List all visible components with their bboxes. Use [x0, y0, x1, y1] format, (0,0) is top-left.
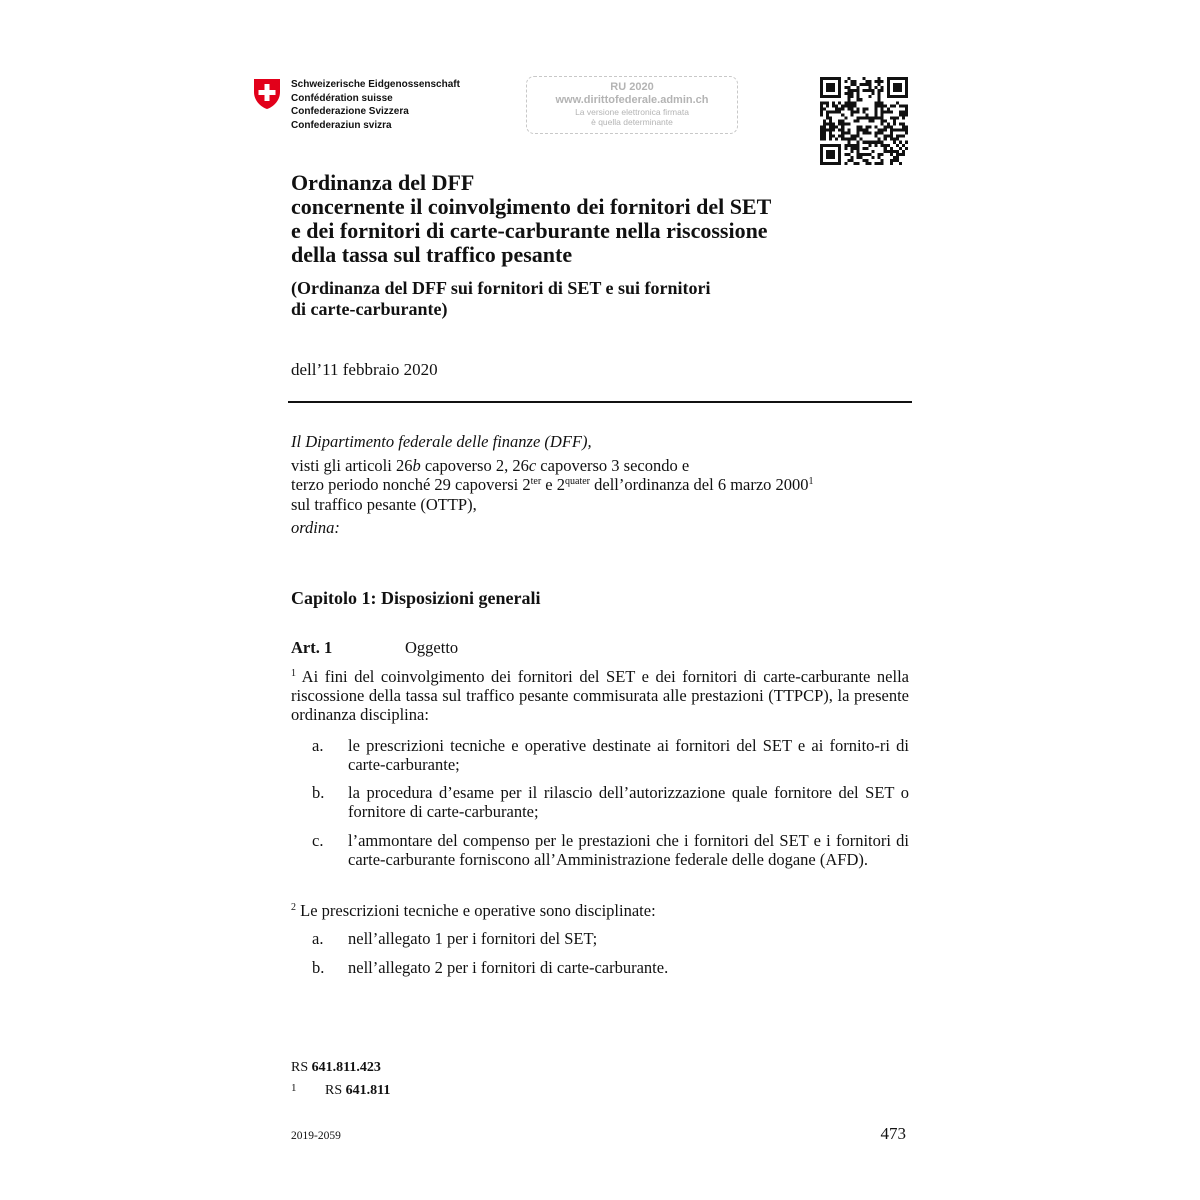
swiss-coat-of-arms-icon — [253, 78, 281, 110]
stamp-note-1: La versione elettronica firmata — [575, 107, 689, 117]
title-divider — [288, 401, 912, 403]
issuing-authority: Il Dipartimento federale delle finanze (DFF), — [291, 432, 592, 451]
list-item: b. nell’allegato 2 per i fornitori di carte-carburante. — [312, 958, 669, 977]
title-line: della tassa sul traffico pesante — [291, 242, 573, 267]
list-item: b. la procedura d’esame per il rilascio dell’autorizzazione quale fornitore del SET o fornitore di carte-carburante; — [312, 783, 909, 821]
article-title: Oggetto — [405, 638, 459, 657]
ordains: ordina: — [291, 518, 340, 537]
list-item: c. l’ammontare del compenso per le prestazioni che i fornitori del SET e i fornitori di carte-carburante forniscono all’Amministrazione federale delle dogane (AFD). — [312, 831, 909, 869]
official-publication-stamp — [526, 76, 738, 134]
stamp-url[interactable]: www.dirittofederale.admin.ch — [555, 94, 709, 106]
title-line: Ordinanza del DFF — [291, 170, 475, 195]
list-item: a. nell’allegato 1 per i fornitori del SET; — [312, 929, 598, 948]
federation-name-rm: Confederaziun svizra — [291, 119, 392, 131]
short-title-line: di carte-carburante) — [291, 299, 448, 319]
federation-name-it: Confederazione Svizzera — [291, 106, 409, 117]
page-number: 473 — [880, 1124, 906, 1143]
title-line: concernente il coinvolgimento dei fornitori del SET — [291, 194, 772, 219]
chapter-heading: Capitolo 1: Disposizioni generali — [291, 588, 541, 608]
footnote-ref[interactable]: 1 — [808, 476, 814, 487]
short-title-line: (Ordinanza del DFF sui fornitori di SET e sui fornitori — [291, 278, 711, 298]
preamble — [291, 432, 911, 538]
enactment-date: dell’11 febbraio 2020 — [291, 360, 438, 379]
document-title — [291, 171, 771, 267]
systematic-number: RS 641.811.423 — [291, 1060, 381, 1075]
article-paragraph-2: $^2$ Le prescrizioni tecniche e operative sono disciplinate: — [291, 901, 656, 920]
title-line: e dei fornitori di carte-carburante nella riscossione — [291, 218, 768, 243]
stamp-note-2: è quella determinante — [591, 117, 673, 127]
article-number: Art. 1 — [291, 638, 333, 657]
document-code: 2019-2059 — [291, 1130, 341, 1142]
list-item: a. le prescrizioni tecniche e operative destinate ai fornitori del SET e ai fornito-ri di carte-carburante; — [312, 736, 909, 774]
short-title — [291, 278, 711, 320]
federation-name-de: Schweizerische Eidgenossenschaft — [291, 79, 460, 90]
federation-names — [291, 78, 460, 132]
stamp-collection: RU 2020 — [610, 81, 654, 93]
legal-basis: visti gli articoli 26b capoverso 2, 26c capoverso 3 secondo e terzo periodo nonché 29 capoversi $2^{ter}$ e $2^{quater}$ dell’ordinanza del 6 marzo 2000$^1$ sul traffico pesante (OTTP), — [291, 455, 814, 514]
qr-code-icon — [820, 77, 908, 165]
federation-name-fr: Confédération suisse — [291, 92, 393, 104]
footnote: 1 RS 641.811 — [291, 1082, 391, 1098]
article-paragraph-1: $^1$ Ai fini del coinvolgimento dei fornitori del SET e dei fornitori di carte-carburante nella riscossione della tassa sul traffico pesante commisurata alle prestazioni (TTPCP), la presente ordinanza disciplina: — [291, 667, 909, 724]
